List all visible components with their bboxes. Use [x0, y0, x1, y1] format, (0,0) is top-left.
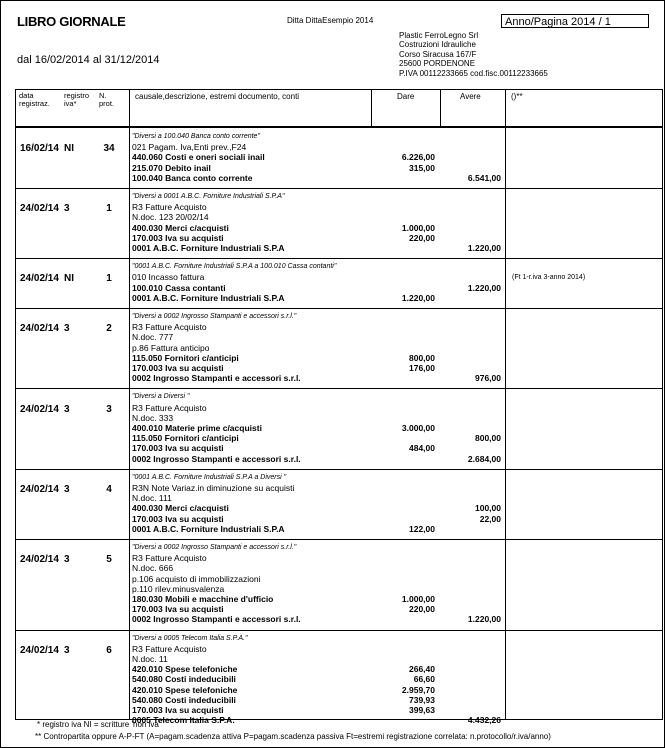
entry-registro: 3: [64, 403, 70, 415]
account-line: 540.080 Costi indeducibili: [132, 674, 236, 685]
company-line: Plastic FerroLegno Srl: [399, 31, 479, 40]
journal-entry: [16, 469, 662, 539]
dare-amount: 399,63: [409, 704, 435, 715]
period-range: dal 16/02/2014 al 31/12/2014: [17, 54, 160, 66]
entry-prot: 6: [106, 644, 112, 656]
entry-detail: R3 Fatture Acquisto: [132, 322, 207, 333]
dare-amount: 122,00: [409, 523, 435, 534]
entry-detail: R3 Fatture Acquisto: [132, 643, 207, 654]
account-line: 420.010 Spese telefoniche: [132, 684, 238, 695]
entry-registro: 3: [64, 554, 70, 566]
dare-amount: 1.220,00: [401, 292, 435, 303]
journal-entry: [16, 128, 662, 188]
account-line: 420.010 Spese telefoniche: [132, 664, 238, 675]
entry-detail: R3 Fatture Acquisto: [132, 553, 207, 564]
dare-amount: 266,40: [409, 664, 435, 675]
avere-amount: 976,00: [475, 373, 501, 384]
company-line: P.IVA 00112233665 cod.fisc.00112233665: [399, 68, 548, 78]
col-extra: ()**: [511, 92, 523, 101]
journal-entry: [16, 308, 662, 388]
column-divider: [505, 90, 506, 126]
entry-heading: "0001 A.B.C. Forniture Industriali S.P.A a 100.010 Cassa contanti": [132, 263, 337, 271]
dare-amount: 2.959,70: [401, 684, 435, 695]
entry-heading: "Diversi a 0002 Ingrosso Stampanti e accessori s.r.l.": [132, 544, 297, 551]
column-divider: [440, 90, 441, 126]
entry-detail: p.110 rilev.minusvalenza: [132, 583, 225, 594]
entry-date: 24/02/14: [20, 483, 59, 495]
entry-heading: "Diversi a 0002 Ingrosso Stampanti e accessori s.r.l.": [132, 313, 297, 320]
entry-registro: 3: [64, 644, 70, 656]
dare-amount: 176,00: [409, 363, 435, 373]
account-line: 170.003 Iva su acquisti: [132, 363, 224, 373]
journal-entry: [16, 188, 662, 258]
footer-note-2: ** Contropartita oppure A-P-FT (A=pagam.scadenza attiva P=pagam.scadenza passiva Ft=estremi registrazione correlata: n.protocollo/r.iva/anno): [35, 732, 551, 741]
dare-amount: 800,00: [409, 352, 435, 363]
entry-registro: 3: [64, 203, 70, 215]
avere-amount: 1.220,00: [467, 282, 501, 293]
entry-date: 24/02/14: [20, 203, 59, 215]
col-data: data registraz.: [19, 91, 50, 108]
footer-note-1: * registro iva NI = scritture 'non iva': [37, 720, 161, 729]
account-line: 0001 A.B.C. Forniture Industriali S.P.A: [132, 292, 285, 303]
entry-prot: 1: [106, 203, 112, 215]
account-line: 0002 Ingrosso Stampanti e accessori s.r.l.: [132, 373, 301, 384]
account-line: 0002 Ingrosso Stampanti e accessori s.r.l.: [132, 453, 301, 464]
column-divider: [129, 90, 130, 126]
account-line: 0001 A.B.C. Forniture Industriali S.P.A: [132, 523, 285, 534]
journal-entry: [16, 258, 662, 308]
entry-detail: 010 Incasso fattura: [132, 272, 205, 283]
avere-amount: 4.432,26: [467, 715, 501, 726]
company-line: Corso Siracusa 167/F: [399, 49, 477, 59]
journal-entry: [16, 388, 662, 468]
account-line: 0002 Ingrosso Stampanti e accessori s.r.l.: [132, 614, 301, 625]
entry-detail: p.106 acquisto di immobilizzazioni: [132, 573, 261, 584]
account-line: 100.040 Banca conto corrente: [132, 172, 253, 183]
dare-amount: 220,00: [409, 232, 435, 243]
account-line: 540.080 Costi indeducibili: [132, 694, 236, 705]
entry-prot: 34: [103, 143, 115, 155]
account-line: 170.003 Iva su acquisti: [132, 513, 224, 524]
account-line: 115.050 Fornitori c/anticipi: [132, 433, 239, 444]
entry-date: 16/02/14: [20, 143, 59, 155]
entry-detail: R3 Fatture Acquisto: [132, 202, 207, 213]
entry-prot: 3: [106, 403, 112, 415]
dare-amount: 66,60: [413, 674, 435, 685]
dare-amount: 315,00: [409, 162, 435, 173]
account-line: 170.003 Iva su acquisti: [132, 443, 224, 454]
entry-detail: N.doc. 111: [132, 493, 172, 504]
entry-detail: N.doc. 333: [132, 412, 174, 423]
entry-date: 24/02/14: [20, 644, 59, 656]
dare-amount: 220,00: [409, 604, 435, 615]
anno-pagina-box: Anno/Pagina 2014 / 1: [501, 14, 649, 28]
dare-amount: 3.000,00: [401, 422, 435, 433]
entry-detail: 021 Pagam. Iva,Enti prev.,F24: [132, 142, 247, 153]
page-title: LIBRO GIORNALE: [17, 14, 126, 29]
avere-amount: 6.541,00: [467, 172, 501, 183]
entry-registro: NI: [64, 273, 74, 285]
account-line: 100.010 Cassa contanti: [132, 282, 226, 293]
entry-registro: 3: [64, 483, 70, 495]
avere-amount: 22,00: [479, 513, 501, 524]
avere-amount: 2.684,00: [467, 453, 501, 464]
entry-date: 24/02/14: [20, 403, 59, 415]
entry-prot: 2: [106, 323, 112, 335]
account-line: 400.010 Materie prime c/acquisti: [132, 422, 262, 433]
column-header-row: [15, 89, 663, 127]
account-line: 0001 A.B.C. Forniture Industriali S.P.A: [132, 243, 285, 253]
entry-registro: NI: [64, 143, 74, 155]
entry-heading: "Diversi a Diversi ": [132, 393, 190, 401]
account-line: 0005 Telecom Italia S.P.A.: [132, 715, 235, 726]
account-line: 170.003 Iva su acquisti: [132, 704, 224, 715]
entry-heading: "0001 A.B.C. Forniture Industriali S.P.A a Diversi ": [132, 473, 287, 481]
entry-detail: N.doc. 777: [132, 332, 174, 343]
ditta-label: Ditta DittaEsempio 2014: [287, 16, 374, 25]
company-info: [399, 31, 548, 78]
account-line: 180.030 Mobili e macchine d'ufficio: [132, 594, 274, 604]
journal-entry: [16, 630, 662, 731]
entry-detail: N.doc. 123 20/02/14: [132, 212, 209, 223]
journal-entry: [16, 539, 662, 630]
dare-amount: 6.226,00: [401, 152, 435, 163]
column-divider: [371, 90, 372, 126]
account-line: 215.070 Debito inail: [132, 162, 211, 173]
entry-date: 24/02/14: [20, 273, 59, 285]
dare-amount: 739,93: [409, 694, 435, 705]
avere-amount: 800,00: [475, 433, 501, 444]
account-line: 115.050 Fornitori c/anticipi: [132, 352, 239, 363]
avere-amount: 1.220,00: [467, 614, 501, 625]
account-line: 400.030 Merci c/acquisti: [132, 503, 229, 514]
entry-heading: "Diversi a 0001 A.B.C. Forniture Industriali S.P.A": [132, 193, 285, 200]
account-line: 440.060 Costi e oneri sociali inail: [132, 152, 265, 163]
entry-detail: N.doc. 11: [132, 653, 168, 664]
entry-heading: "Diversi a 0005 Telecom Italia S.P.A.": [132, 634, 248, 642]
entry-prot: 4: [106, 483, 112, 495]
account-line: 170.003 Iva su acquisti: [132, 232, 224, 243]
entry-date: 24/02/14: [20, 554, 59, 566]
col-registro: registro iva*: [64, 91, 90, 108]
entry-detail: R3N Note Variaz.in diminuzione su acquisti: [132, 482, 295, 493]
entry-detail: N.doc. 666: [132, 563, 174, 574]
entry-prot: 5: [106, 554, 112, 566]
company-line: Costruzioni Idrauliche: [399, 40, 476, 50]
entry-detail: p.86 Fattura anticipo: [132, 342, 210, 353]
entry-registro: 3: [64, 323, 70, 335]
account-line: 170.003 Iva su acquisti: [132, 604, 224, 615]
col-avere: Avere: [460, 92, 481, 101]
entry-heading: "Diversi a 100.040 Banca conto corrente": [132, 133, 260, 140]
account-line: 400.030 Merci c/acquisti: [132, 222, 229, 233]
avere-amount: 1.220,00: [467, 243, 501, 253]
entry-detail: R3 Fatture Acquisto: [132, 402, 207, 413]
company-line: 25600 PORDENONE: [399, 59, 476, 69]
dare-amount: 1.000,00: [401, 222, 435, 233]
avere-amount: 100,00: [475, 503, 501, 514]
col-prot: N. prot.: [99, 91, 115, 108]
entry-prot: 1: [106, 273, 112, 285]
entry-note: (Ft 1-r.iva 3-anno 2014): [512, 274, 586, 282]
col-dare: Dare: [397, 92, 415, 101]
dare-amount: 484,00: [409, 443, 435, 454]
dare-amount: 1.000,00: [401, 594, 435, 604]
entry-date: 24/02/14: [20, 323, 59, 335]
col-causale: causale,descrizione, estremi documento, conti: [135, 92, 300, 101]
